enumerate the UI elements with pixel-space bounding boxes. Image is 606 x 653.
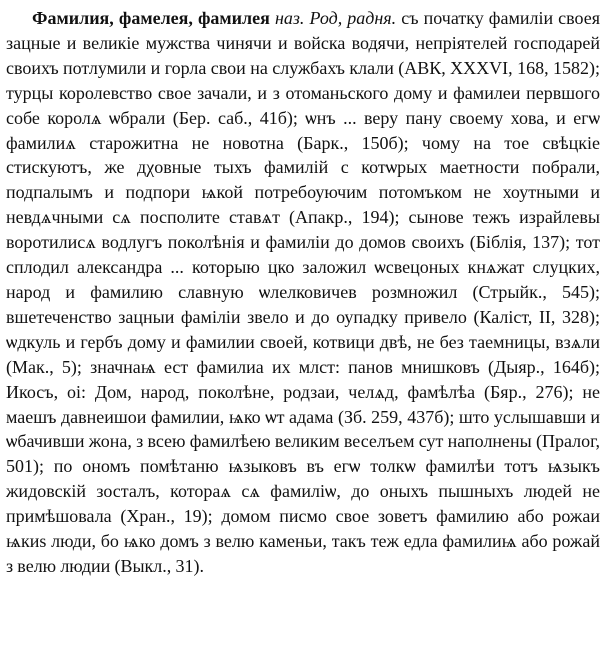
entry-gloss: наз. Род, радня.	[274, 8, 397, 28]
entry-body: съ початку фамилiи своея зацные и великiе мужства чинячи и войска водячи, непрiятелей господарей своихъ потлумили и горла свои на службахъ клали (АВК, XXXVI, 168, 1582); турцы королевство свое зачали, и з отоманьского дому и фамилеи первшого собе королѧ ѡбрали (Бер. саб., 41б); ѡнъ ... веру пану своему хова, и егѡ фамилиѧ старожитна не новотна (Барк., 150б); чому на тое свѣцкiе стискуютъ, же дχовные тыхъ фамилiй с котѡрых маетности побрали, подпалымъ и подпори ѩкой потребоуючим потомъком не хоутными и невдѧчными сѧ посполите ставѧт (Апакр., 194); сынове тежъ израйлевы воротилисѧ водлугъ поколѣнiя и фамилiи до домов своихъ (Бiблiя, 137); тот сплодил александра ... которыю цко заложил ѡсвецоных кнѧжат слуцких, народ и фамилию славную ѡлелковичев розмножил (Стрыйк., 545); вшетеченство зацныи фамiлiи звело и до оупадку привело (Калiст, II, 328); ѡдкуль и гербъ дому и фамилии своей, котвици двѣ, не без таемницы, взѧли (Мак., 5); значнаѩ ест фамилиа их млст: панов мнишковъ (Дыяр., 164б); Икосъ, оi: Дом, народ, поколѣне, родзаи, челѧд, фамѣлѣа (Бяр., 276); не маешъ давнеишои фамилии, ѩко ѡт адама (Зб. 259, 437б); што услышавши и ѡбачивши жона, з всею фамилѣею великим веселъем сут наполнены (Пралог, 501); по ономъ помѣтаню ѩзыковъ въ егѡ толкѡ фамилѣи тотъ ѩзыкъ жидовскiй зосталъ, котораѧ сѧ фамилiѡ, до оныхъ пышныхъ людей не примѣшовала (Хран., 19); домом писмо свое зоветъ фамилию або рожаи ѩкиѕ люди, бо ѩко домъ з велю каменьи, такъ теж едла фамилиѩ або рожай з велю людии (Выкл., 31).	[6, 8, 601, 576]
entry-headword: Фамилия, фамелея, фамилея	[32, 8, 270, 28]
dictionary-entry	[6, 6, 600, 579]
